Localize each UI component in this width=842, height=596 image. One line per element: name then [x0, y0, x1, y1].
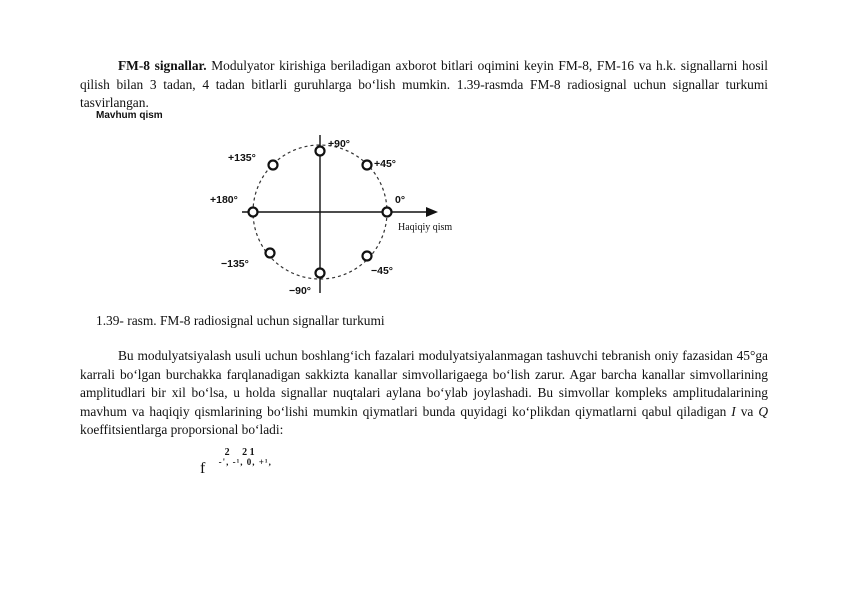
formula [200, 449, 289, 478]
point-plus180 [249, 208, 258, 217]
label-plus45: +45° [374, 158, 397, 170]
body-text: Bu modulyatsiyalash usuli uchun boshlang‘ich fazalari modulyatsiyalanmagan tashuvchi tebranish oniy fazasidan 45°ga karrali bo‘lgan burchakka farqlanadigan sakkizta kanallar simvollarigaega bo‘lish zarur. Agar barcha kanallar simvollarining amplitudlari bir xil bo‘lsa, u holda signallar nuqtalari aylana bo‘ylab joylashadi. Bu simvollar kompleks amplitudalarining mavhum va haqiqiy qismlarining bo‘lishi mumkin qiymatlari bunda quyidagi ko‘plikdan qiymatlarni qabul qiladigan [80, 348, 768, 419]
intro-text: Modulyator kirishiga beriladigan axborot bitlari oqimini keyin FM-8, FM-16 va h.k. signallarni hosil qilish bilan 3 tadan, 4 tadan bitlarli guruhlarga bo‘lish mumkin. 1.39-rasmda FM-8 radiosignal uchun signallar turkumi tasvirlangan. [80, 58, 768, 111]
label-plus135: +135° [228, 152, 256, 164]
section-lead: FM-8 signallar. [118, 58, 207, 73]
formula-values: 2 2 1 [224, 447, 255, 458]
point-plus45 [363, 161, 372, 170]
label-0: 0° [395, 194, 406, 206]
figure-caption: 1.39- rasm. FM-8 radiosignal uchun signallar turkumi [96, 313, 385, 328]
point-minus45 [363, 252, 372, 261]
body-paragraph [80, 347, 768, 440]
label-plus90: +90° [328, 138, 351, 150]
imaginary-axis-label: Mavhum qism [96, 110, 163, 121]
formula-symbol: f [200, 460, 206, 477]
point-plus90 [316, 147, 325, 156]
intro-paragraph [80, 57, 768, 113]
point-minus135 [266, 249, 275, 258]
coef-i: I [731, 403, 736, 419]
label-minus135: −135° [221, 258, 249, 270]
formula-set [219, 449, 289, 473]
constellation-diagram [190, 125, 470, 305]
label-plus180: +180° [210, 194, 238, 206]
real-axis-arrow [426, 207, 438, 217]
point-minus90 [316, 269, 325, 278]
body-and: va [735, 403, 759, 419]
formula-subscript: -', -¹, 0, +¹, [218, 457, 272, 467]
label-minus90: −90° [289, 285, 312, 297]
point-plus135 [269, 161, 278, 170]
real-axis-label: Haqiqiy qism [398, 222, 453, 233]
label-minus45: −45° [371, 265, 394, 277]
body-text-end: koeffitsientlarga proporsional bo‘ladi: [80, 422, 284, 438]
coef-q: Q [758, 403, 768, 419]
point-0 [383, 208, 392, 217]
